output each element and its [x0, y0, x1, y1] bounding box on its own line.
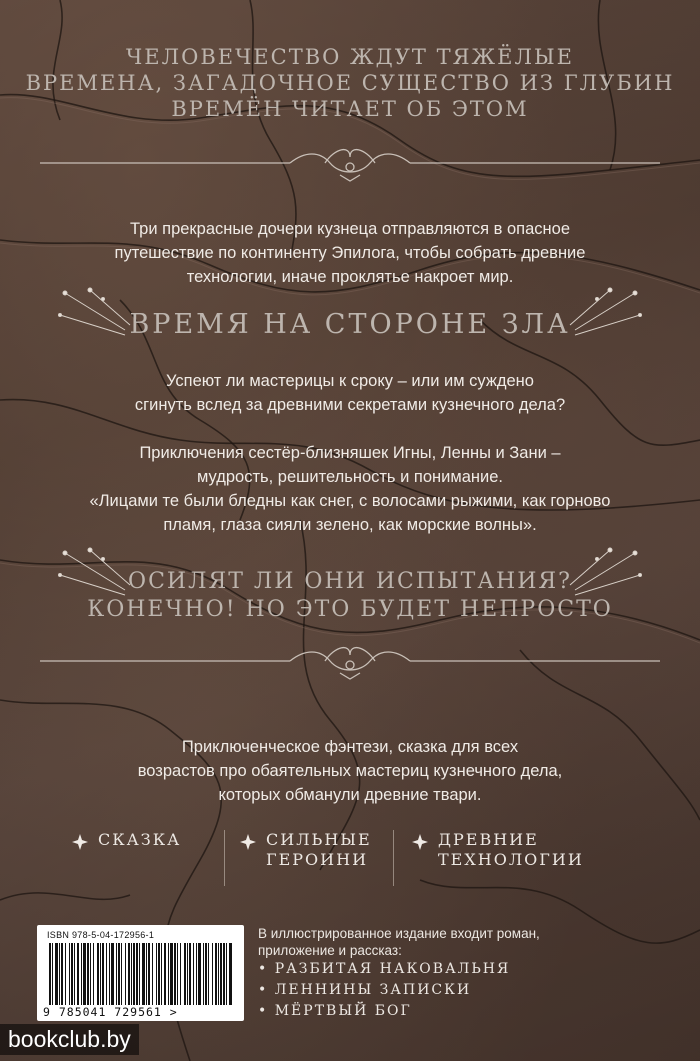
genre-label-line: ДРЕВНИЕ — [438, 830, 539, 849]
barcode-bar — [77, 943, 79, 1005]
barcode-bar — [168, 943, 169, 1005]
barcode-bar — [71, 943, 73, 1005]
paragraph-line: Успеют ли мастерицы к сроку – или им суждено — [166, 372, 534, 390]
barcode-bar — [218, 943, 219, 1005]
barcode-bar — [61, 943, 63, 1005]
paragraph-line: возрастов про обаятельных мастериц кузнечного дела, — [137, 762, 563, 780]
barcode-bar — [87, 943, 89, 1005]
barcode-bar — [121, 943, 122, 1005]
genre-label-line: ГЕРОИНИ — [266, 850, 369, 869]
barcode-bar — [198, 943, 201, 1005]
paragraph-line: Приключенческое фэнтези, сказка для всех — [181, 738, 519, 756]
barcode-bar — [106, 943, 107, 1005]
paragraph-line: пламя, глаза сияли зелено, как морские волны». — [163, 516, 537, 534]
top-heading-line: ЧЕЛОВЕЧЕСТВО ЖДУТ ТЯЖЁЛЫЕ — [126, 45, 574, 69]
genre-label-line: ТЕХНОЛОГИИ — [438, 850, 584, 869]
barcode-bar — [205, 943, 207, 1005]
barcode-bar — [142, 943, 145, 1005]
genre-label — [266, 830, 372, 870]
barcode-bar — [174, 943, 176, 1005]
section-heading: ВРЕМЯ НА СТОРОНЕ ЗЛА — [129, 309, 571, 340]
heading-line: КОНЕЧНО! НО ЭТО БУДЕТ НЕПРОСТО — [87, 597, 613, 622]
isbn-label: ISBN 978-5-04-172956-1 — [47, 930, 155, 940]
heading-line: ОСИЛЯТ ЛИ ОНИ ИСПЫТАНИЯ? — [128, 569, 572, 594]
barcode-bar — [118, 943, 120, 1005]
edition-item: • РАЗБИТАЯ НАКОВАЛЬНЯ — [258, 961, 511, 977]
barcode-bar — [177, 943, 178, 1005]
genre-paragraph — [0, 735, 700, 807]
barcode-bar — [212, 943, 213, 1005]
barcode-bar — [223, 943, 225, 1005]
top-heading — [0, 44, 700, 122]
barcode-bar — [100, 943, 101, 1005]
edition-item-title: РАЗБИТАЯ НАКОВАЛЬНЯ — [274, 961, 511, 977]
barcode-bar — [125, 943, 126, 1005]
barcode-bar — [93, 943, 94, 1005]
genre-label — [438, 830, 584, 870]
edition-item: • ЛЕННИНЫ ЗАПИСКИ — [258, 982, 472, 998]
barcode-bar — [74, 943, 75, 1005]
edition-intro-line: В иллюстрированное издание входит роман, — [258, 926, 540, 941]
barcode-bar — [156, 943, 157, 1005]
barcode-bar — [81, 943, 82, 1005]
barcode-bar — [158, 943, 160, 1005]
barcode-bar — [52, 943, 53, 1005]
barcode-bar — [133, 943, 135, 1005]
separator — [393, 830, 394, 886]
genre-label-line: СИЛЬНЫЕ — [266, 830, 372, 849]
barcode-bar — [161, 943, 162, 1005]
edition-item-title: МЁРТВЫЙ БОГ — [274, 1003, 412, 1019]
genre-label: СКАЗКА — [98, 830, 182, 849]
paragraph-line: технологии, иначе проклятье накроет мир. — [186, 268, 514, 286]
ornament-divider — [40, 641, 660, 681]
barcode-bar — [229, 943, 232, 1005]
section-heading — [0, 568, 700, 624]
ornament-divider — [40, 143, 660, 183]
barcode-bar — [220, 943, 222, 1005]
barcode-bar — [170, 943, 173, 1005]
barcode-bar — [83, 943, 86, 1005]
edition-intro-line: приложение и рассказ: — [258, 943, 402, 958]
barcode-bar — [111, 943, 114, 1005]
barcode-bar — [196, 943, 197, 1005]
barcode-bar — [189, 943, 191, 1005]
barcode-bar — [102, 943, 104, 1005]
barcode-bar — [152, 943, 153, 1005]
barcode-bar — [208, 943, 209, 1005]
barcode-bar — [49, 943, 51, 1005]
barcode-digits: 9 785041 729561 > — [43, 1005, 178, 1019]
edition-item-title: ЛЕННИНЫ ЗАПИСКИ — [274, 982, 472, 998]
barcode-bar — [146, 943, 147, 1005]
question-paragraph — [0, 369, 700, 417]
paragraph-line: Три прекрасные дочери кузнеца отправляются в опасное — [130, 220, 570, 238]
barcode-bar — [164, 943, 166, 1005]
paragraph-line: которых обманули древние твари. — [218, 786, 482, 804]
barcode-bar — [139, 943, 140, 1005]
star-icon — [412, 834, 428, 850]
top-heading-line: ВРЕМЕНА, ЗАГАДОЧНОЕ СУЩЕСТВО ИЗ ГЛУБИН — [25, 71, 675, 95]
barcode-bar — [128, 943, 130, 1005]
barcode-graphic — [47, 943, 235, 1005]
barcode-bar — [148, 943, 150, 1005]
barcode-bar — [90, 943, 91, 1005]
barcode-bar — [69, 943, 70, 1005]
adventure-paragraph — [0, 441, 700, 537]
barcode-bar — [109, 943, 110, 1005]
paragraph-line: Приключения сестёр-близняшек Игны, Ленны и Зани – — [139, 444, 561, 462]
paragraph-line: путешествие по континенту Эпилога, чтобы собрать древние — [114, 244, 586, 262]
star-icon — [240, 834, 256, 850]
paragraph-line: «Лицами те были бледны как снег, с волосами рыжими, как горново — [89, 492, 611, 510]
barcode-bar — [215, 943, 217, 1005]
separator — [224, 830, 225, 886]
intro-paragraph — [0, 217, 700, 289]
star-icon — [72, 834, 88, 850]
barcode-bar — [65, 943, 66, 1005]
barcode-bar — [131, 943, 132, 1005]
paragraph-line: сгинуть вслед за древними секретами кузнечного дела? — [134, 396, 566, 414]
barcode-bar — [97, 943, 99, 1005]
barcode-bar — [55, 943, 58, 1005]
edition-intro — [258, 925, 678, 959]
barcode-bar — [226, 943, 227, 1005]
genre-tags — [0, 830, 700, 890]
barcode-panel — [37, 925, 244, 1021]
barcode-bar — [184, 943, 186, 1005]
barcode-bar — [59, 943, 60, 1005]
barcode-bar — [187, 943, 188, 1005]
paragraph-line: мудрость, решительность и понимание. — [197, 468, 503, 486]
edition-item: • МЁРТВЫЙ БОГ — [258, 1003, 412, 1019]
barcode-bar — [136, 943, 138, 1005]
barcode-bar — [180, 943, 181, 1005]
site-watermark: bookclub.by — [0, 1024, 139, 1055]
barcode-bar — [203, 943, 204, 1005]
top-heading-line: ВРЕМЁН ЧИТАЕТ ОБ ЭТОМ — [171, 97, 529, 121]
barcode-bar — [193, 943, 194, 1005]
edition-contents — [258, 925, 678, 1022]
barcode-bar — [116, 943, 117, 1005]
